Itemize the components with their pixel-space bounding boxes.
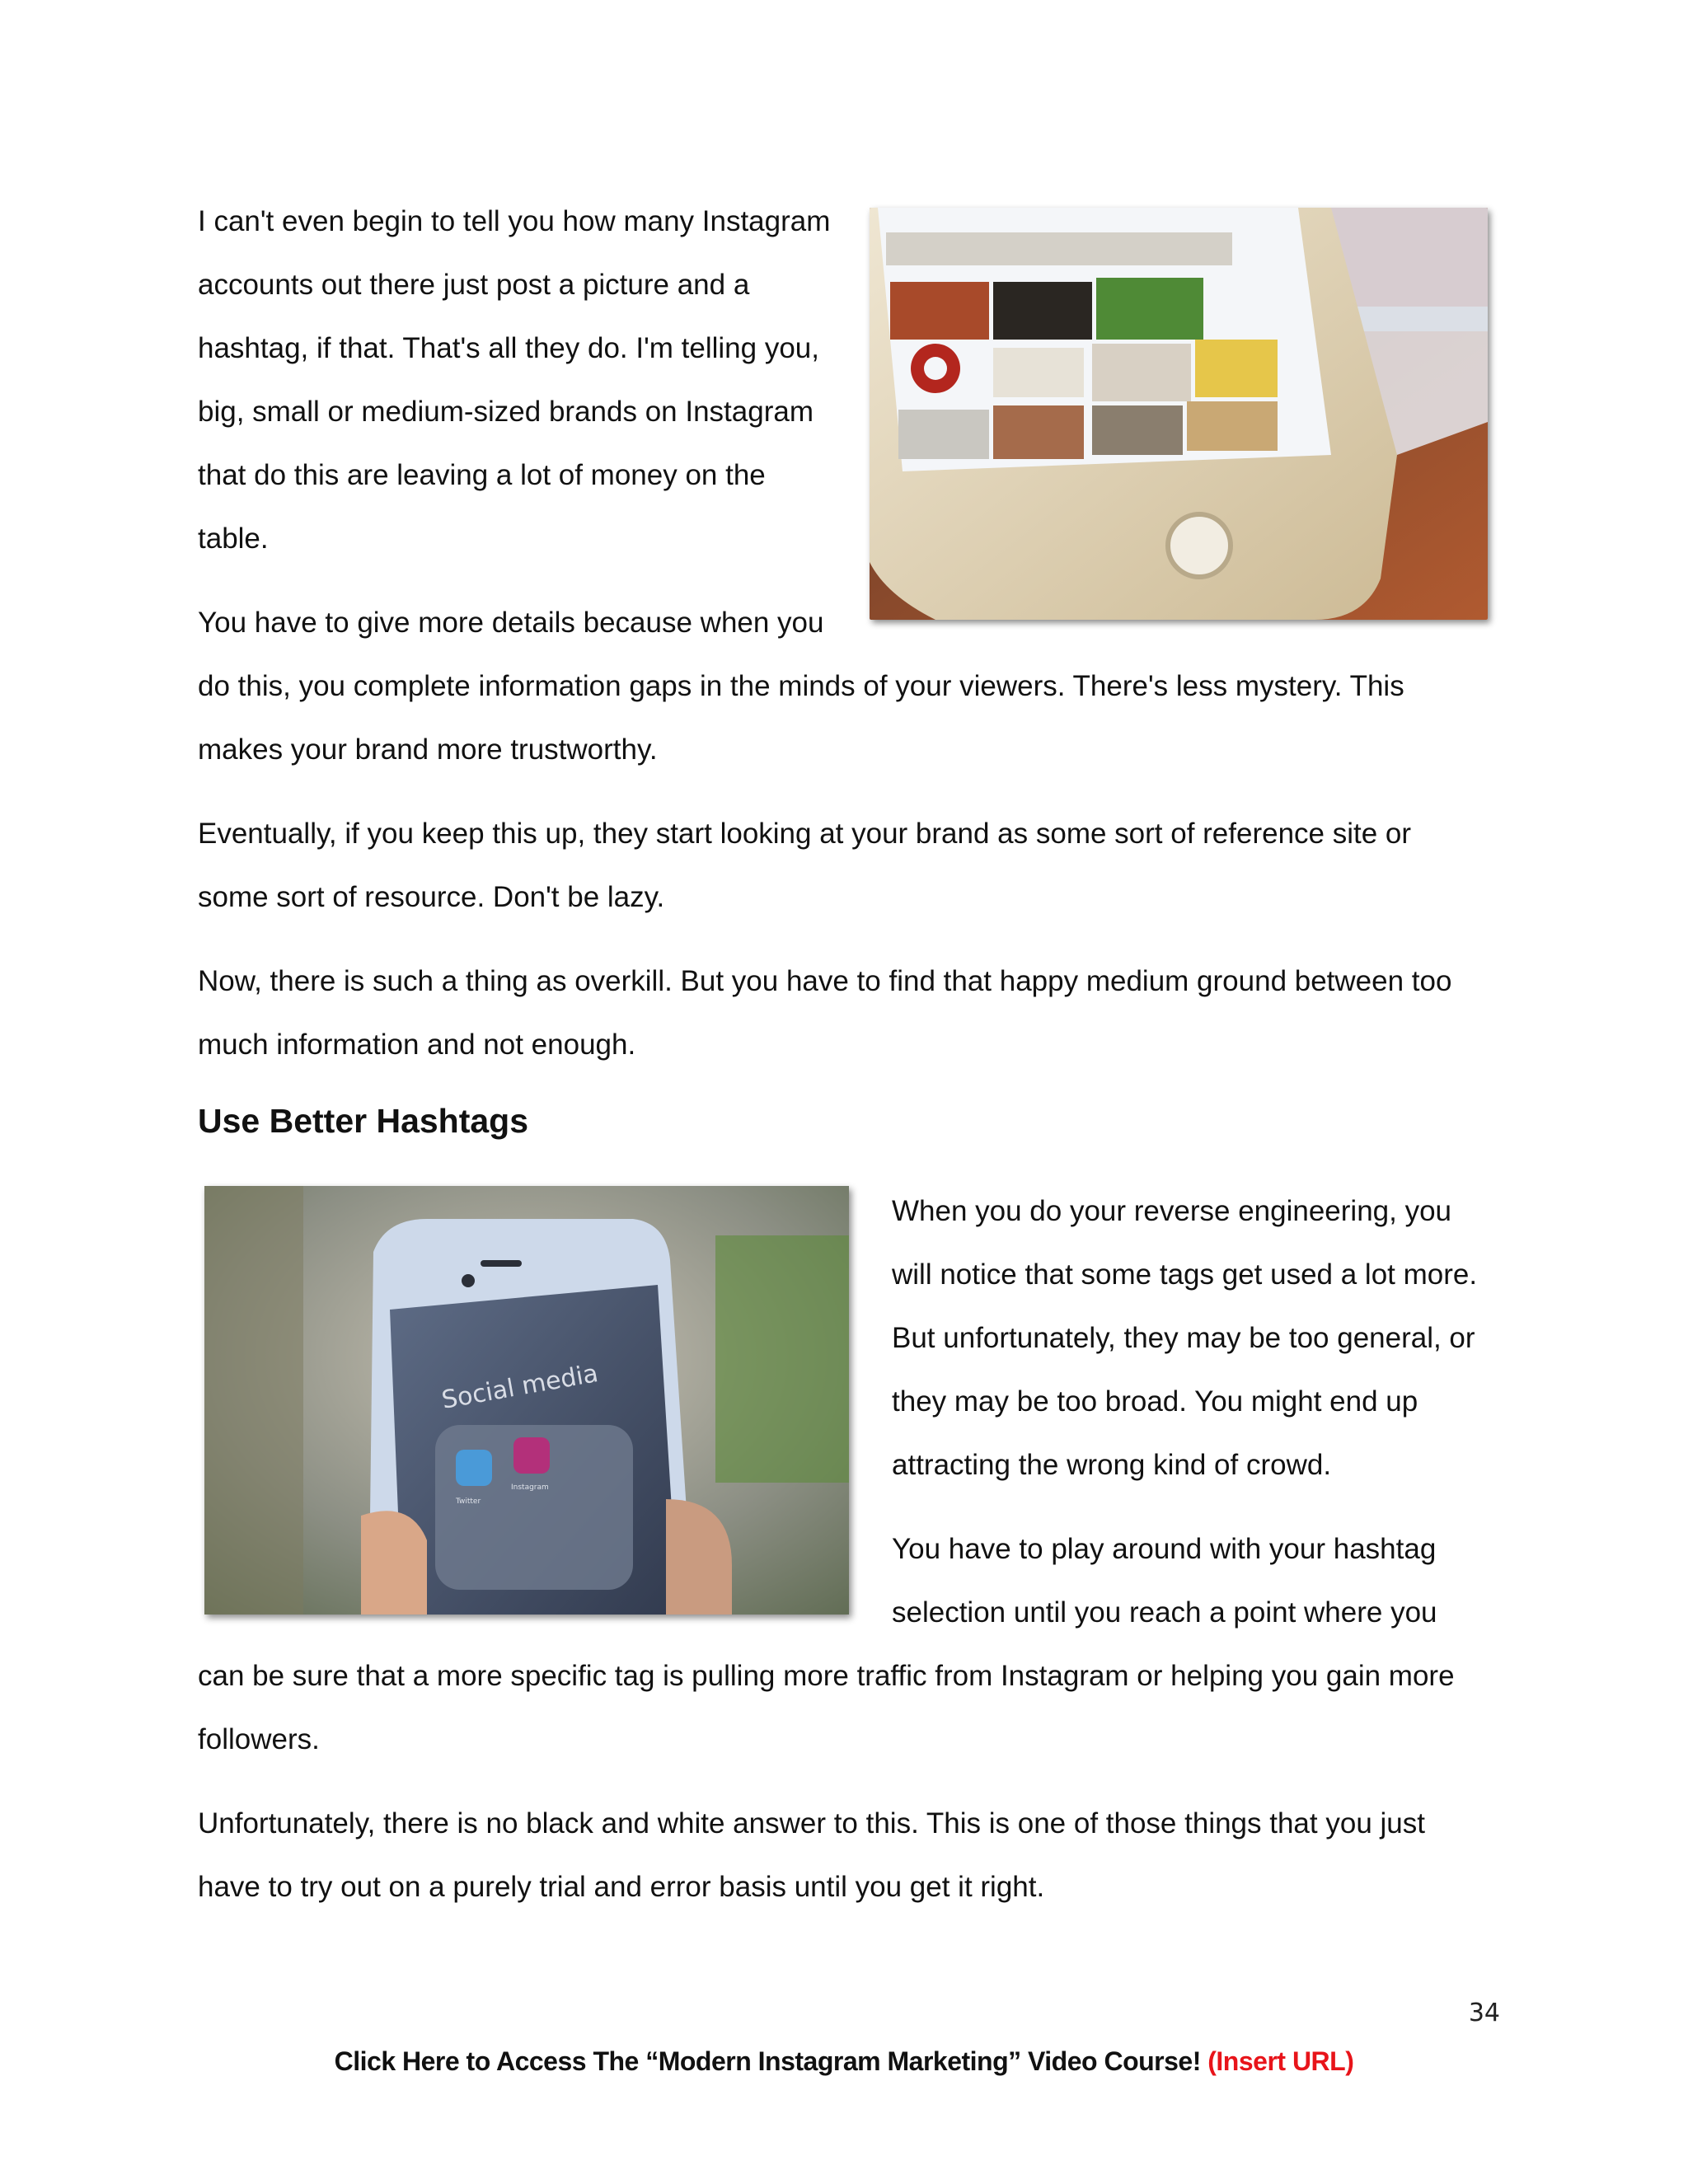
section-heading: Use Better Hashtags bbox=[198, 1102, 529, 1140]
paragraph-6: You have to play around with your hashtag selection until you reach a point where you can be sure that a more specific tag is pulling more traffic from Instagram or helping you gain more followers. bbox=[198, 1533, 1455, 1755]
twitter-app-label: Twitter bbox=[456, 1497, 481, 1506]
paragraph-4: Now, there is such a thing as overkill. But you have to find that happy medium ground between too much information and not enough. bbox=[198, 965, 1452, 1061]
paragraph-7: Unfortunately, there is no black and white answer to this. This is one of those things that you just have to try out on a purely trial and error basis until you get it right. bbox=[198, 1807, 1425, 1903]
social-media-phone-photo bbox=[204, 1186, 849, 1615]
insert-url-placeholder[interactable]: (Insert URL) bbox=[1207, 2046, 1354, 2076]
paragraph-1: I can't even begin to tell you how many Instagram accounts out there just post a picture and a hashtag, if that. That's all they do. I'm telling you, big, small or medium-sized brands on Instagram that do this are leaving a lot of money on the table. bbox=[198, 205, 831, 555]
page-content bbox=[198, 190, 1488, 1939]
course-link-text[interactable]: Click Here to Access The “Modern Instagram Marketing” Video Course! bbox=[334, 2046, 1201, 2076]
footer-link-line[interactable] bbox=[0, 2046, 1688, 2077]
paragraph-5: When you do your reverse engineering, you will notice that some tags get used a lot more. But unfortunately, they may be too general, or they may be too broad. You might end up attracting the wrong kind of crowd. bbox=[892, 1195, 1478, 1481]
instagram-feed-phone-photo bbox=[870, 208, 1488, 620]
folder-label: Social media bbox=[439, 1359, 601, 1415]
page-number: 34 bbox=[1468, 1999, 1500, 2027]
instagram-app-label: Instagram bbox=[511, 1483, 549, 1492]
paragraph-3: Eventually, if you keep this up, they start looking at your brand as some sort of reference site or some sort of resource. Don't be lazy. bbox=[198, 818, 1412, 913]
paragraph-2: You have to give more details because when you do this, you complete information gaps in the minds of your viewers. There's less mystery. This makes your brand more trustworthy. bbox=[198, 607, 1404, 766]
